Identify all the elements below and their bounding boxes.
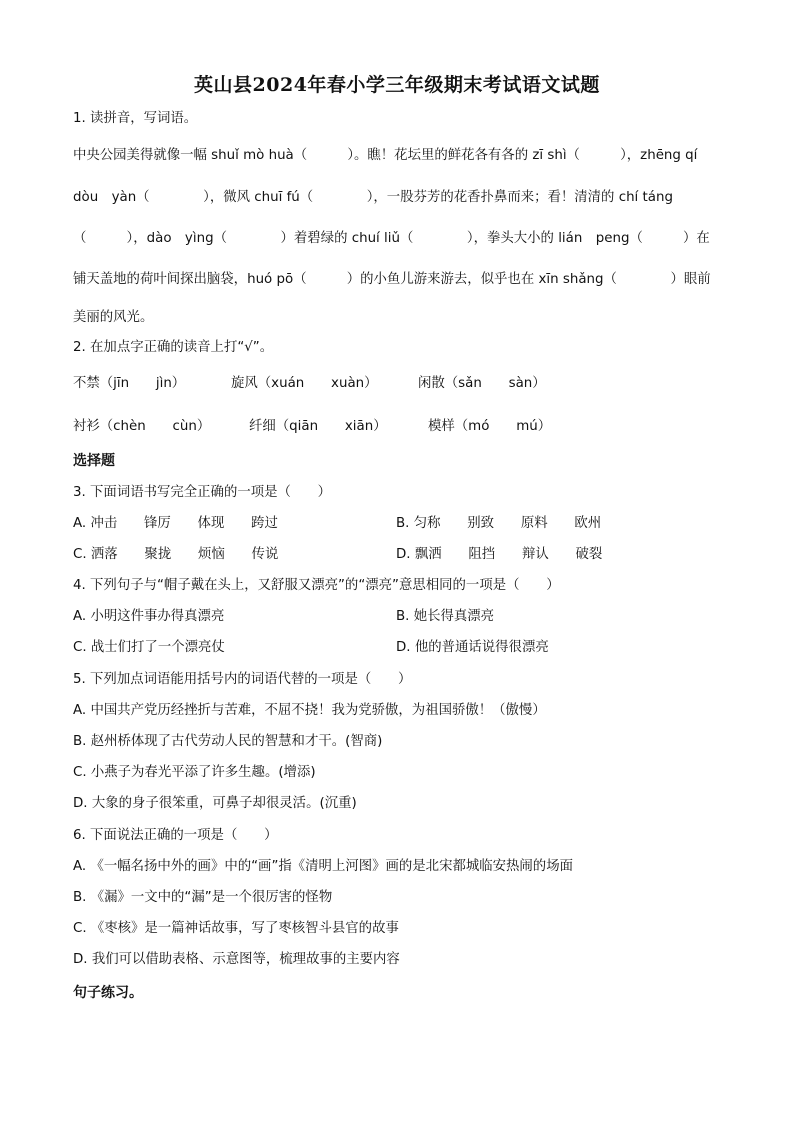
q4-option-c: C. 战士们打了一个漂亮仗 bbox=[73, 640, 225, 655]
q3-option-c: C. 洒落 聚拢 烦恼 传说 bbox=[73, 547, 279, 562]
section-heading-sentence: 句子练习。 bbox=[73, 985, 143, 1001]
q6-stem: 6. 下面说法正确的一项是（ ） bbox=[73, 828, 278, 843]
q1-line-5: 美丽的风光。 bbox=[73, 310, 154, 325]
q3-option-a: A. 冲击 锋厉 体现 跨过 bbox=[73, 516, 278, 531]
q2-item: 纤细（qiān xiān） bbox=[249, 419, 387, 434]
q2-item: 旋风（xuán xuàn） bbox=[231, 376, 378, 391]
q1-line-2: dòu yàn（ ），微风 chuī fú（ ），一股芬芳的花香扑鼻而来；看！清清的 chí táng bbox=[73, 190, 673, 205]
q1-line-4: 铺天盖地的荷叶间探出脑袋，huó pō（ ）的小鱼儿游来游去，似乎也在 xīn shǎng（ ）眼前 bbox=[73, 272, 711, 287]
q3-option-d: D. 飘洒 阻挡 辩认 破裂 bbox=[396, 547, 603, 562]
q2-item: 不禁（jīn jìn） bbox=[73, 376, 186, 391]
q6-option-c: C. 《枣核》是一篇神话故事，写了枣核智斗县官的故事 bbox=[73, 921, 399, 936]
q4-option-b: B. 她长得真漂亮 bbox=[396, 609, 495, 624]
q2-item: 模样（mó mú） bbox=[428, 419, 552, 434]
q1-stem: 1. 读拼音，写词语。 bbox=[73, 111, 198, 126]
q4-stem: 4. 下列句子与“帽子戴在头上，又舒服又漂亮”的“漂亮”意思相同的一项是（ ） bbox=[73, 578, 560, 593]
q5-option-d: D. 大象的身子很笨重，可鼻子却很灵活。(沉重) bbox=[73, 796, 357, 811]
section-heading-choice: 选择题 bbox=[73, 453, 115, 469]
q6-option-b: B. 《漏》一文中的“漏”是一个很厉害的怪物 bbox=[73, 890, 333, 905]
q3-stem: 3. 下面词语书写完全正确的一项是（ ） bbox=[73, 485, 332, 500]
q1-line-1: 中央公园美得就像一幅 shuǐ mò huà（ ）。瞧！花坛里的鲜花各有各的 zī shì（ ），zhēng qí bbox=[73, 148, 698, 163]
q2-stem: 2. 在加点字正确的读音上打“√”。 bbox=[73, 340, 274, 355]
q5-stem: 5. 下列加点词语能用括号内的词语代替的一项是（ ） bbox=[73, 672, 412, 687]
q2-item: 闲散（sǎn sàn） bbox=[418, 376, 546, 391]
q5-option-a: A. 中国共产党历经挫折与苦难，不屈不挠！我为党骄傲，为祖国骄傲！（傲慢） bbox=[73, 703, 546, 718]
q6-option-a: A. 《一幅名扬中外的画》中的“画”指《清明上河图》画的是北宋都城临安热闹的场面 bbox=[73, 859, 573, 874]
q5-option-b: B. 赵州桥体现了古代劳动人民的智慧和才干。(智商) bbox=[73, 734, 383, 749]
q6-option-d: D. 我们可以借助表格、示意图等，梳理故事的主要内容 bbox=[73, 952, 400, 967]
q2-item: 衬衫（chèn cùn） bbox=[73, 419, 211, 434]
q4-option-d: D. 他的普通话说得很漂亮 bbox=[396, 640, 549, 655]
q5-option-c: C. 小燕子为春光平添了许多生趣。(增添) bbox=[73, 765, 316, 780]
exam-title: 英山县2024年春小学三年级期末考试语文试题 bbox=[194, 74, 600, 96]
q4-option-a: A. 小明这件事办得真漂亮 bbox=[73, 609, 225, 624]
q1-line-3: （ ），dào yìng（ ）着碧绿的 chuí liǔ（ ），拳头大小的 lián peng（ ）在 bbox=[73, 231, 710, 246]
q3-option-b: B. 匀称 别致 原料 欧州 bbox=[396, 516, 602, 531]
